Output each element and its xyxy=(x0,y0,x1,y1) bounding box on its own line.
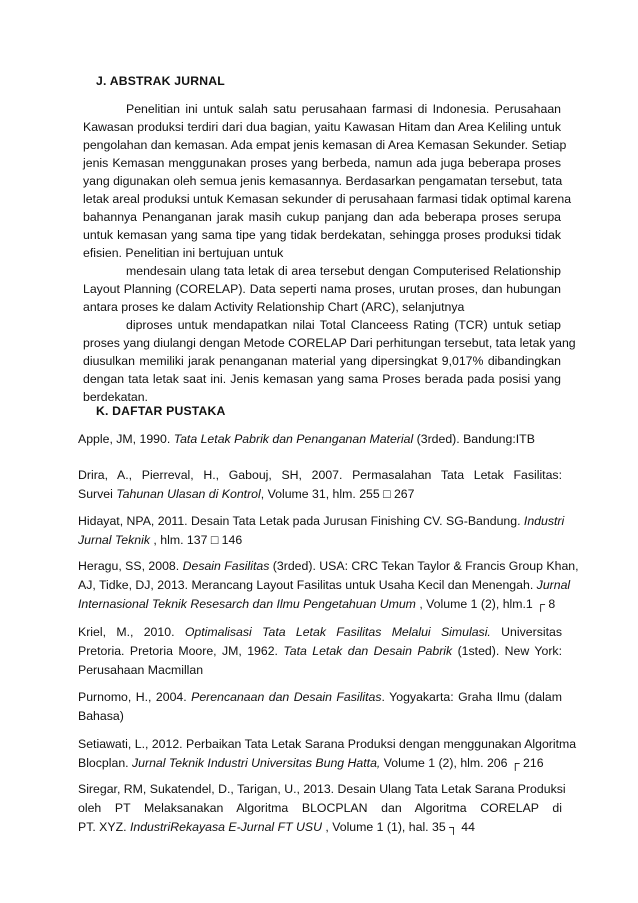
reference-entry: Heragu, SS, 2008. Desain Fasilitas (3rded). USA: CRC Tekan Taylor & Francis Group Khan, AJ, Tidke, DJ, 2013. Merancang Layout Fasilitas untuk Usaha Kecil dan Menengah. Jurnal Internasional Teknik Resesarch dan Ilmu Pengetahuan Umum , Volume 1 (2), hlm.1 ┌ 8 xyxy=(78,559,579,611)
abstract-line: proses yang diulangi dengan Metode CORELAP Dari perhitungan tersebut, tata letak yang xyxy=(83,336,576,350)
abstract-line: untuk kemasan yang sama tipe yang tidak berdekatan, sehingga proses produksi tidak xyxy=(83,228,561,242)
abstract-line: diproses untuk mendapatkan nilai Total Clanceess Rating (TCR) untuk setiap xyxy=(126,318,561,332)
abstract-line: pengolahan dan kemasan. Ada empat jenis kemasan di Area Kemasan Sekunder. Setiap xyxy=(83,138,567,152)
abstract-line: jenis Kemasan menggunakan proses yang berbeda, namun ada juga beberapa proses xyxy=(83,156,561,170)
references-heading: K. DAFTAR PUSTAKA xyxy=(96,404,226,418)
abstract-line: Layout Planning (CORELAP). Data seperti nama proses, urutan proses, dan hubungan xyxy=(83,282,561,296)
abstract-line: diusulkan memiliki jarak penanganan material yang dipersingkat 9,017% dibandingkan xyxy=(83,354,561,368)
abstract-line: yang digunakan oleh semua jenis kemasannya. Berdasarkan pengamatan tersebut, tata xyxy=(83,174,563,188)
abstract-line: efisien. Penelitian ini bertujuan untuk xyxy=(83,246,284,260)
reference-entry: Apple, JM, 1990. Tata Letak Pabrik dan Penanganan Material (3rded). Bandung:ITB xyxy=(78,432,535,446)
abstract-line: antara proses ke dalam Activity Relationship Chart (ARC), selanjutnya xyxy=(83,300,465,314)
reference-entry: Purnomo, H., 2004. Perencanaan dan Desain Fasilitas. Yogyakarta: Graha Ilmu (dalam Bahasa) xyxy=(78,690,562,723)
abstract-line: dengan tata letak saat ini. Jenis kemasan yang sama Proses berada pada posisi yang xyxy=(83,372,561,386)
reference-entry: Siregar, RM, Sukatendel, D., Tarigan, U., 2013. Desain Ulang Tata Letak Sarana Produksi oleh PT Melaksanakan Algoritma BLOCPLAN dan Algoritma CORELAP di PT. XYZ. IndustriRekayasa E-Jurnal FT USU , Volume 1 (1), hal. 35 ┐ 44 xyxy=(78,782,566,834)
reference-entry: Setiawati, L., 2012. Perbaikan Tata Letak Sarana Produksi dengan menggunakan Algoritma Blocplan. Jurnal Teknik Industri Universitas Bung Hatta, Volume 1 (2), hlm. 206 ┌ 216 xyxy=(78,737,577,770)
abstract-line: mendesain ulang tata letak di area tersebut dengan Computerised Relationship xyxy=(126,264,561,278)
abstract-line: Penelitian ini untuk salah satu perusahaan farmasi di Indonesia. Perusahaan xyxy=(126,102,561,116)
abstract-line: bahannya Penanganan jarak masih cukup panjang dan ada beberapa proses serupa xyxy=(83,210,561,224)
abstract-line: letak areal produksi untuk Kemasan sekunder di perusahaan farmasi tidak optimal karena xyxy=(83,192,572,206)
reference-entry: Kriel, M., 2010. Optimalisasi Tata Letak Fasilitas Melalui Simulasi. Universitas Pretoria. Pretoria Moore, JM, 1962. Tata Letak dan Desain Pabrik (1sted). New York: Perusahaan Macmillan xyxy=(78,625,563,677)
abstract-heading: J. ABSTRAK JURNAL xyxy=(96,74,225,88)
abstract-line: Kawasan produksi terdiri dari dua bagian, yaitu Kawasan Hitam dan Area Keliling untuk xyxy=(83,120,561,134)
reference-entry: Drira, A., Pierreval, H., Gabouj, SH, 2007. Permasalahan Tata Letak Fasilitas: Survei Tahunan Ulasan di Kontrol, Volume 31, hlm. 255 □ 267 xyxy=(78,468,562,501)
reference-entry: Hidayat, NPA, 2011. Desain Tata Letak pada Jurusan Finishing CV. SG-Bandung. Industri Jurnal Teknik , hlm. 137 □ 146 xyxy=(78,514,565,547)
abstract-line: berdekatan. xyxy=(83,390,148,404)
